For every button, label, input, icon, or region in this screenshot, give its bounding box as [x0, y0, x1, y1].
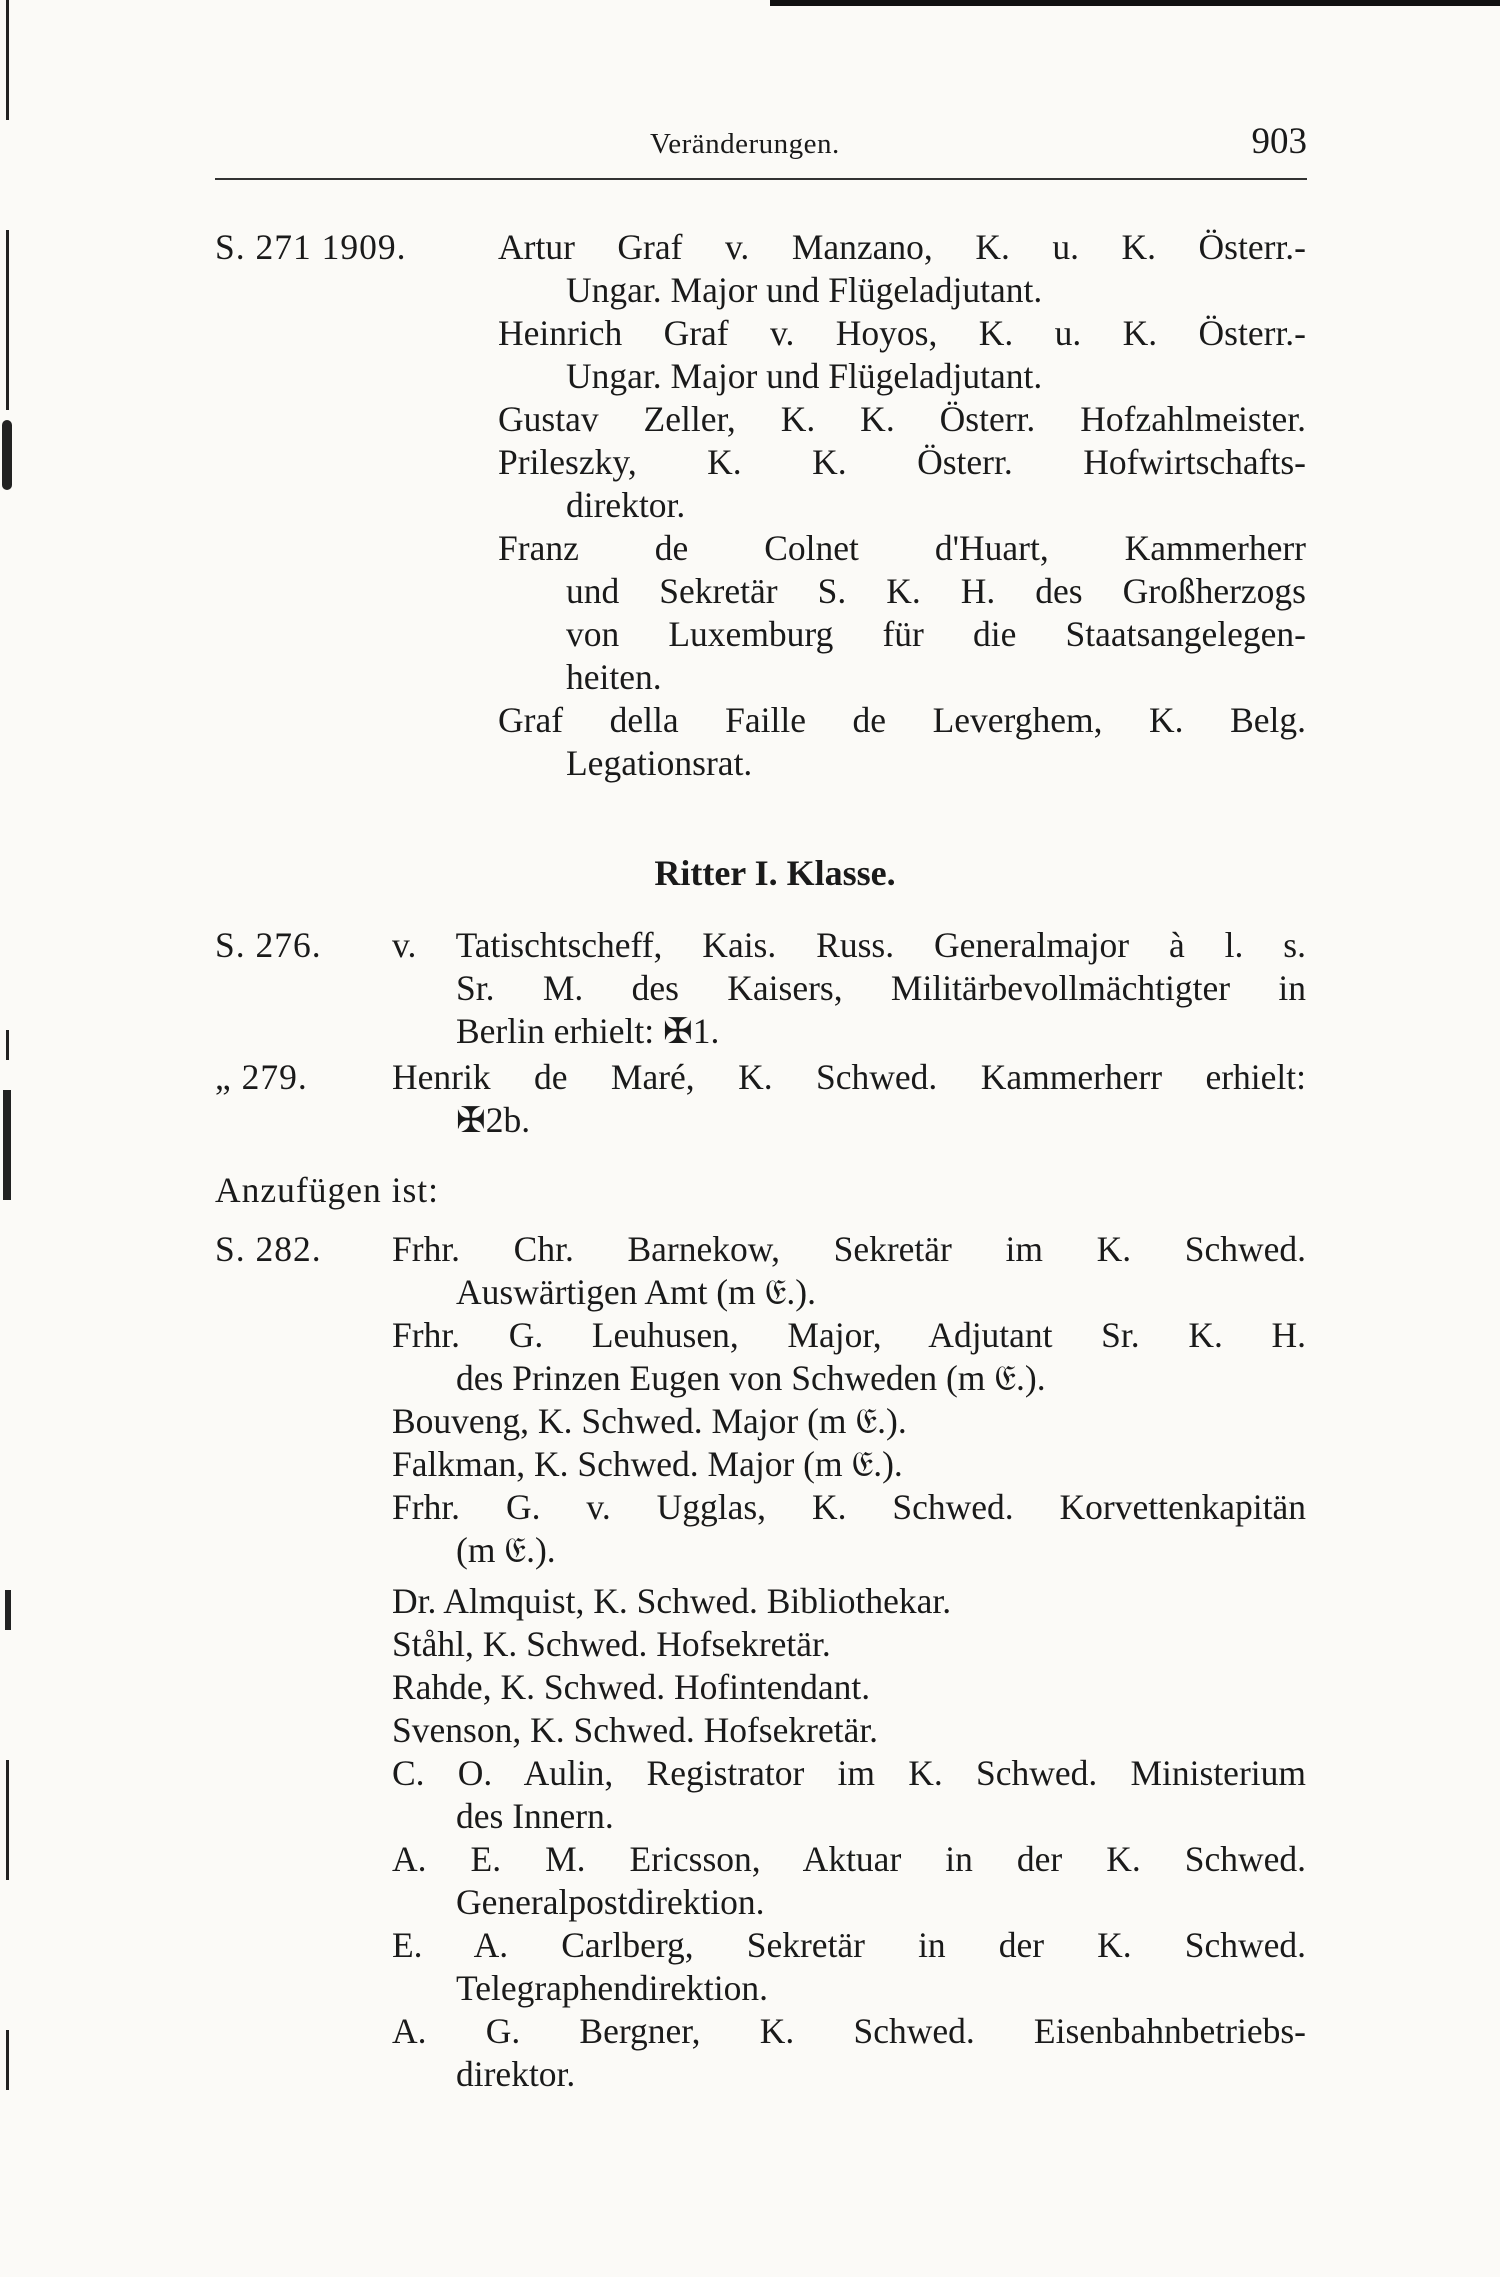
entry-line: v. Tatischtscheff, Kais. Russ. Generalmajor à l. s.: [392, 925, 1306, 965]
entry-line: direktor.: [456, 2054, 576, 2094]
binding-margin-marks: [0, 0, 40, 2277]
page-reference: S. 271 1909.: [215, 227, 407, 267]
entry-line: Berlin erhielt: ✠1.: [456, 1011, 720, 1051]
top-edge-line: [770, 0, 1500, 6]
entry-line: und Sekretär S. K. H. des Großherzogs: [566, 571, 1306, 611]
entry-line: heiten.: [566, 657, 662, 697]
entry-line: Sr. M. des Kaisers, Militärbevollmächtigter in: [456, 968, 1306, 1008]
entry-line: Ungar. Major und Flügeladjutant.: [566, 356, 1043, 396]
page-reference: „ 279.: [215, 1057, 308, 1097]
entry-line: C. O. Aulin, Registrator im K. Schwed. Ministerium: [392, 1753, 1306, 1793]
entry-line: des Innern.: [456, 1796, 614, 1836]
entry-line: Graf della Faille de Leverghem, K. Belg.: [498, 700, 1306, 740]
entry-line: Gustav Zeller, K. K. Österr. Hofzahlmeister.: [498, 399, 1306, 439]
page-number: 903: [1251, 121, 1307, 162]
entry-line: direktor.: [566, 485, 686, 525]
entry-line: Frhr. G. v. Ugglas, K. Schwed. Korvettenkapitän: [392, 1487, 1306, 1527]
entry-line: Ungar. Major und Flügeladjutant.: [566, 270, 1043, 310]
entry-line: Franz de Colnet d'Huart, Kammerherr: [498, 528, 1306, 568]
appendix-label: Anzufügen ist:: [215, 1170, 440, 1210]
entry-line: Rahde, K. Schwed. Hofintendant.: [392, 1667, 871, 1707]
section-heading: Ritter I. Klasse.: [654, 853, 896, 893]
entry-line: Artur Graf v. Manzano, K. u. K. Österr.-: [498, 227, 1306, 267]
entry-line: Bouveng, K. Schwed. Major (m 𝔈.).: [392, 1401, 907, 1441]
entry-line: E. A. Carlberg, Sekretär in der K. Schwed.: [392, 1925, 1306, 1965]
page-reference: S. 276.: [215, 925, 322, 965]
entry-line: Svenson, K. Schwed. Hofsekretär.: [392, 1710, 879, 1750]
entry-line: ✠2b.: [456, 1100, 531, 1140]
entry-line: von Luxemburg für die Staatsangelegen-: [566, 614, 1306, 654]
entry-line: Frhr. Chr. Barnekow, Sekretär im K. Schwed.: [392, 1229, 1306, 1269]
entry-line: Falkman, K. Schwed. Major (m 𝔈.).: [392, 1444, 903, 1484]
entry-line: Heinrich Graf v. Hoyos, K. u. K. Österr.-: [498, 313, 1306, 353]
entry-line: Ståhl, K. Schwed. Hofsekretär.: [392, 1624, 831, 1664]
entry-line: Henrik de Maré, K. Schwed. Kammerherr erhielt:: [392, 1057, 1306, 1097]
entry-line: A. E. M. Ericsson, Aktuar in der K. Schwed.: [392, 1839, 1306, 1879]
entry-line: des Prinzen Eugen von Schweden (m 𝔈.).: [456, 1358, 1046, 1398]
page-header: [215, 118, 1307, 178]
entry-line: Telegraphendirektion.: [456, 1968, 768, 2008]
entry-line: (m 𝔈.).: [456, 1530, 556, 1570]
entry-line: A. G. Bergner, K. Schwed. Eisenbahnbetriebs-: [392, 2011, 1306, 2051]
entry-line: Dr. Almquist, K. Schwed. Bibliothekar.: [392, 1581, 952, 1621]
entry-line: Legationsrat.: [566, 743, 753, 783]
page-reference: S. 282.: [215, 1229, 322, 1269]
entry-line: Generalpostdirektion.: [456, 1882, 765, 1922]
running-title: Veränderungen.: [650, 128, 840, 160]
entry-line: Prileszky, K. K. Österr. Hofwirtschafts-: [498, 442, 1306, 482]
header-rule: [215, 178, 1307, 180]
entry-line: Frhr. G. Leuhusen, Major, Adjutant Sr. K. H.: [392, 1315, 1306, 1355]
entry-line: Auswärtigen Amt (m 𝔈.).: [456, 1272, 816, 1312]
